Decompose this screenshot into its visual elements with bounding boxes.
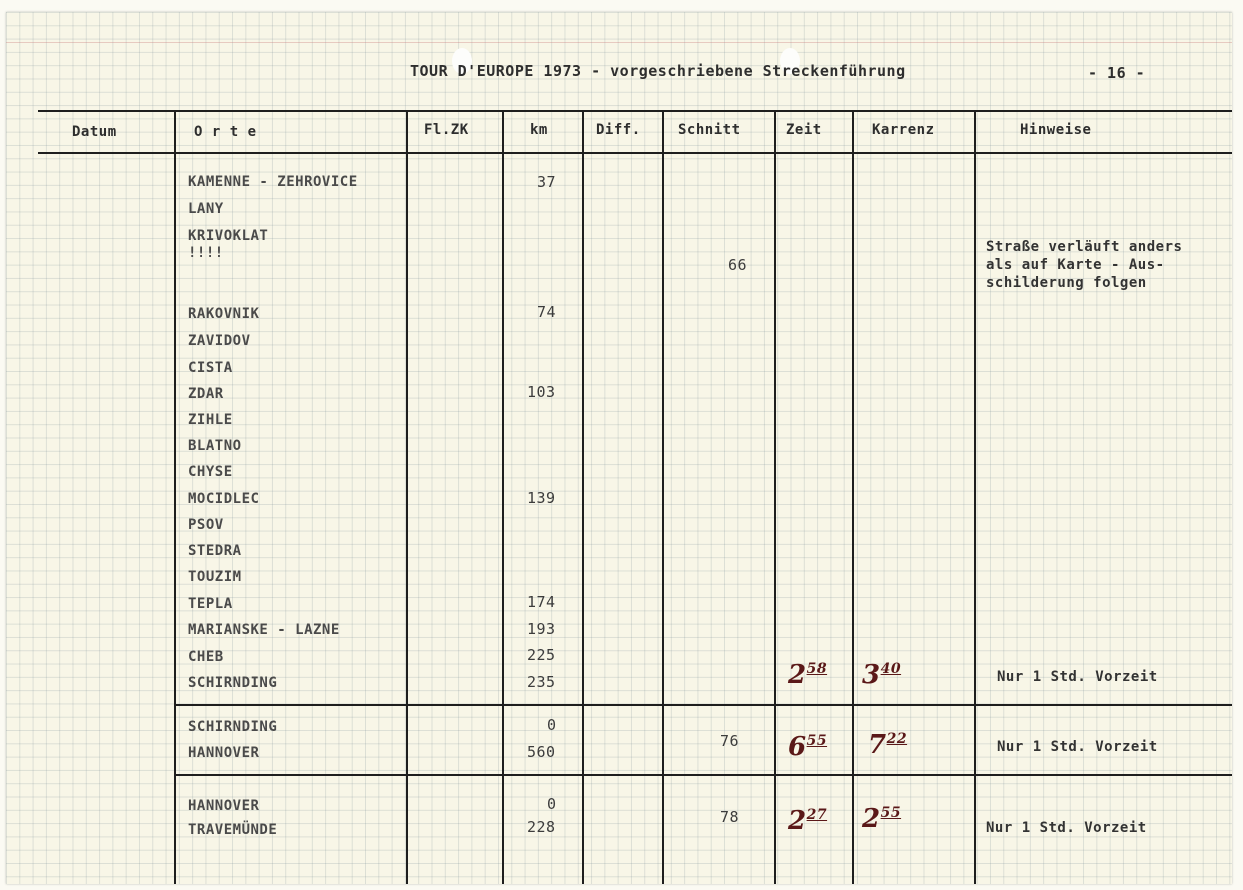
ort-cell: BLATNO [188, 438, 242, 454]
km-cell: 174 [527, 593, 556, 611]
karrenz-handwritten: $2^{55}$ [862, 804, 902, 834]
ort-cell: CHYSE [188, 464, 233, 480]
ort-cell: ZAVIDOV [188, 333, 251, 349]
ort-cell: CHEB [188, 649, 224, 665]
col-rule-hinweise [974, 112, 976, 884]
km-cell: 228 [527, 818, 556, 836]
ort-cell: SCHIRNDING [188, 675, 278, 691]
page-number: - 16 - [1088, 64, 1146, 82]
header-bottom-rule [38, 152, 1232, 154]
col-header-hinweise: Hinweise [1020, 122, 1092, 138]
schnitt-cell: 66 [728, 256, 748, 274]
km-cell: 560 [527, 743, 556, 761]
hinweis-vorzeit: Nur 1 Std. Vorzeit [997, 669, 1158, 685]
hinweis-vorzeit: Nur 1 Std. Vorzeit [997, 739, 1158, 755]
ort-cell: ZIHLE [188, 412, 233, 428]
col-header-datum: Datum [72, 124, 117, 140]
col-header-karrenz: Karrenz [872, 122, 935, 138]
ort-cell: HANNOVER [188, 745, 260, 761]
ort-cell: MOCIDLEC [188, 491, 260, 507]
km-cell: 235 [527, 673, 556, 691]
ort-cell: SCHIRNDING [188, 719, 278, 735]
ort-cell: ZDAR [188, 386, 224, 402]
col-rule-schnitt [662, 112, 664, 884]
ort-cell: KRIVOKLAT [188, 228, 269, 244]
ort-cell: CISTA [188, 360, 233, 376]
km-cell: 37 [537, 173, 557, 191]
km-cell: 74 [537, 303, 557, 321]
col-header-schnitt: Schnitt [678, 122, 741, 138]
zeit-handwritten: $2^{58}$ [788, 660, 828, 690]
ort-cell: !!!! [188, 245, 224, 261]
km-cell: 139 [527, 489, 556, 507]
col-header-flzk: Fl.ZK [424, 122, 469, 138]
ort-cell: MARIANSKE - LAZNE [188, 622, 340, 638]
margin-line [6, 42, 1232, 43]
km-cell: 0 [547, 716, 557, 734]
km-cell: 103 [527, 383, 556, 401]
km-cell: 193 [527, 620, 556, 638]
hinweis-vorzeit: Nur 1 Std. Vorzeit [986, 820, 1147, 836]
km-cell: 225 [527, 646, 556, 664]
ort-cell: PSOV [188, 517, 224, 533]
ort-cell: STEDRA [188, 543, 242, 559]
zeit-handwritten: $2^{27}$ [788, 806, 828, 836]
col-rule-karrenz [852, 112, 854, 884]
schnitt-cell: 76 [720, 732, 740, 750]
ort-cell: TEPLA [188, 596, 233, 612]
col-header-km: km [530, 122, 548, 138]
ort-cell: LANY [188, 201, 224, 217]
km-cell: 0 [547, 795, 557, 813]
col-rule-km [502, 112, 504, 884]
col-rule-orte [174, 112, 176, 884]
page-title: TOUR D'EUROPE 1973 - vorgeschriebene Streckenführung [410, 62, 906, 80]
ort-cell: TOUZIM [188, 569, 242, 585]
karrenz-handwritten: $7^{22}$ [868, 730, 908, 760]
zeit-handwritten: $6^{55}$ [788, 732, 828, 762]
section-rule-2 [174, 774, 1232, 776]
col-header-zeit: Zeit [786, 122, 822, 138]
ledger-sheet [6, 12, 1232, 884]
ort-cell: KAMENNE - ZEHROVICE [188, 174, 358, 190]
schnitt-cell: 78 [720, 808, 740, 826]
col-rule-zeit [774, 112, 776, 884]
ort-cell: TRAVEMÜNDE [188, 822, 278, 838]
karrenz-handwritten: $3^{40}$ [862, 660, 902, 690]
col-header-orte: O r t e [194, 124, 257, 140]
col-rule-diff [582, 112, 584, 884]
ort-cell: HANNOVER [188, 798, 260, 814]
col-rule-flzk [406, 112, 408, 884]
section-rule-1 [174, 704, 1232, 706]
col-header-diff: Diff. [596, 122, 641, 138]
hinweis-route-note: Straße verläuft anders als auf Karte - Aus- schilderung folgen [986, 239, 1183, 291]
table-top-rule [38, 110, 1232, 112]
ort-cell: RAKOVNIK [188, 306, 260, 322]
